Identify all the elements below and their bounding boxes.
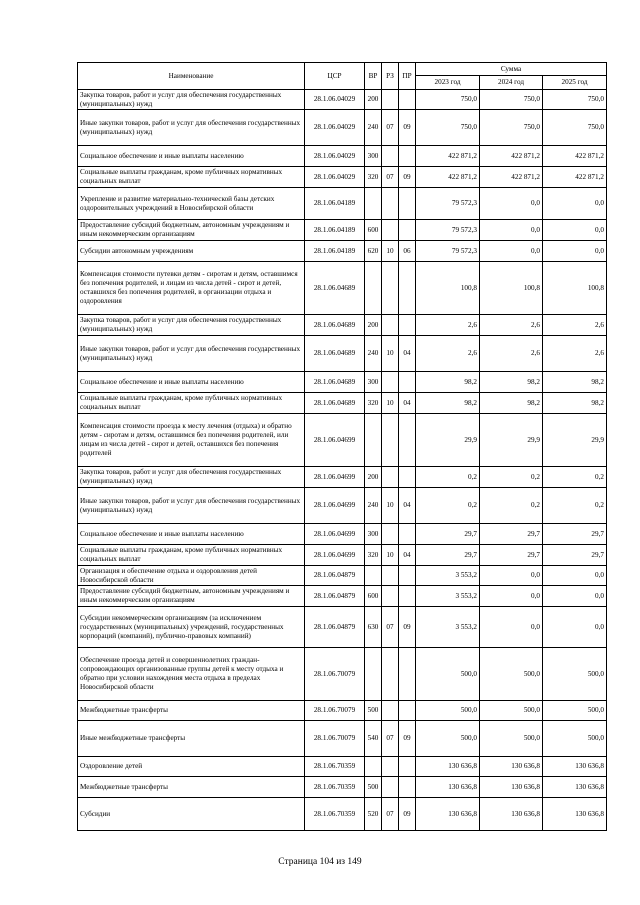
budget-table xyxy=(77,62,607,831)
cell-vr: 240 xyxy=(365,110,382,146)
cell-2025: 750,0 xyxy=(543,90,607,110)
cell-pr xyxy=(399,146,416,167)
table-row xyxy=(78,393,607,414)
table-row xyxy=(78,372,607,393)
cell-rz: 10 xyxy=(382,545,399,566)
cell-name: Компенсация стоимости путевки детям - сиротам и детям, оставшимся без попечения родителей, и лицам из числа детей - сирот и детей, оставшихся без попечения родителей, в организации отдыха и оздоровления xyxy=(78,262,305,315)
cell-name: Иные закупки товаров, работ и услуг для обеспечения государственных (муниципальных) нужд xyxy=(78,110,305,146)
cell-2024: 29,7 xyxy=(480,524,543,545)
cell-vr: 600 xyxy=(365,220,382,241)
cell-2024: 100,8 xyxy=(480,262,543,315)
cell-csr: 28.1.06.70359 xyxy=(305,798,365,831)
cell-rz xyxy=(382,524,399,545)
cell-name: Организация и обеспечение отдыха и оздоровления детей Новосибирской области xyxy=(78,566,305,586)
cell-name: Обеспечение проезда детей и совершеннолетних граждан-сопровождающих организованные группы детей к месту отдыха и обратно при условии нахождения места отдыха в пределах Новосибирской области xyxy=(78,648,305,701)
cell-2025: 2,6 xyxy=(543,315,607,336)
cell-2023: 3 553,2 xyxy=(416,607,480,648)
cell-2024: 0,0 xyxy=(480,241,543,262)
cell-2023: 750,0 xyxy=(416,110,480,146)
cell-2023: 98,2 xyxy=(416,393,480,414)
cell-pr xyxy=(399,262,416,315)
page-number: Страница 104 из 149 xyxy=(278,857,362,867)
cell-2024: 0,0 xyxy=(480,607,543,648)
cell-name: Закупка товаров, работ и услуг для обеспечения государственных (муниципальных) нужд xyxy=(78,467,305,488)
cell-2025: 0,0 xyxy=(543,188,607,220)
cell-rz: 07 xyxy=(382,798,399,831)
cell-name: Социальное обеспечение и иные выплаты населению xyxy=(78,146,305,167)
cell-vr: 300 xyxy=(365,372,382,393)
cell-2024: 0,0 xyxy=(480,188,543,220)
cell-csr: 28.1.06.04689 xyxy=(305,262,365,315)
cell-2024: 0,2 xyxy=(480,488,543,524)
cell-2025: 130 636,8 xyxy=(543,798,607,831)
cell-2025: 100,8 xyxy=(543,262,607,315)
cell-name: Социальные выплаты гражданам, кроме публичных нормативных социальных выплат xyxy=(78,167,305,188)
cell-2023: 0,2 xyxy=(416,467,480,488)
cell-2025: 0,2 xyxy=(543,467,607,488)
cell-pr: 06 xyxy=(399,241,416,262)
cell-csr: 28.1.06.04029 xyxy=(305,167,365,188)
cell-2023: 0,2 xyxy=(416,488,480,524)
cell-pr xyxy=(399,220,416,241)
cell-rz xyxy=(382,586,399,607)
cell-2023: 750,0 xyxy=(416,90,480,110)
cell-rz xyxy=(382,220,399,241)
cell-csr: 28.1.06.04699 xyxy=(305,524,365,545)
header-vr: ВР xyxy=(365,63,382,90)
cell-name: Предоставление субсидий бюджетным, автономным учреждениям и иным некоммерческим организациям xyxy=(78,220,305,241)
cell-rz xyxy=(382,467,399,488)
cell-rz xyxy=(382,188,399,220)
table-row xyxy=(78,220,607,241)
cell-2025: 422 871,2 xyxy=(543,146,607,167)
cell-2024: 0,0 xyxy=(480,566,543,586)
cell-name: Субсидии автономным учреждениям xyxy=(78,241,305,262)
cell-2024: 130 636,8 xyxy=(480,798,543,831)
cell-2024: 2,6 xyxy=(480,336,543,372)
cell-name: Укрепление и развитие материально-технической базы детских оздоровительных учреждений в Новосибирской области xyxy=(78,188,305,220)
cell-rz xyxy=(382,262,399,315)
cell-vr xyxy=(365,262,382,315)
cell-vr: 320 xyxy=(365,167,382,188)
cell-2023: 422 871,2 xyxy=(416,146,480,167)
cell-2025: 130 636,8 xyxy=(543,757,607,777)
cell-vr: 300 xyxy=(365,524,382,545)
cell-2025: 2,6 xyxy=(543,336,607,372)
cell-2024: 500,0 xyxy=(480,648,543,701)
cell-2025: 130 636,8 xyxy=(543,777,607,798)
cell-2024: 750,0 xyxy=(480,90,543,110)
cell-csr: 28.1.06.04699 xyxy=(305,488,365,524)
table-body xyxy=(78,90,607,831)
cell-vr: 300 xyxy=(365,146,382,167)
cell-pr xyxy=(399,315,416,336)
cell-name: Субсидии xyxy=(78,798,305,831)
cell-vr: 500 xyxy=(365,701,382,721)
cell-rz xyxy=(382,777,399,798)
cell-vr xyxy=(365,188,382,220)
cell-name: Субсидии некоммерческим организациям (за исключением государственных (муниципальных) учреждений, государственных корпораций (компаний), публично-правовых компаний) xyxy=(78,607,305,648)
cell-2024: 130 636,8 xyxy=(480,777,543,798)
table-row xyxy=(78,721,607,757)
cell-vr: 620 xyxy=(365,241,382,262)
table-row xyxy=(78,336,607,372)
cell-2023: 79 572,3 xyxy=(416,188,480,220)
cell-2024: 500,0 xyxy=(480,701,543,721)
cell-2024: 422 871,2 xyxy=(480,146,543,167)
cell-rz: 10 xyxy=(382,488,399,524)
cell-2025: 0,0 xyxy=(543,566,607,586)
cell-name: Оздоровление детей xyxy=(78,757,305,777)
table-row xyxy=(78,110,607,146)
table-row xyxy=(78,167,607,188)
cell-rz: 10 xyxy=(382,393,399,414)
cell-rz xyxy=(382,372,399,393)
cell-rz: 10 xyxy=(382,336,399,372)
cell-2024: 750,0 xyxy=(480,110,543,146)
cell-pr: 09 xyxy=(399,607,416,648)
table-row xyxy=(78,607,607,648)
cell-2025: 29,9 xyxy=(543,414,607,467)
cell-2025: 500,0 xyxy=(543,721,607,757)
cell-vr xyxy=(365,414,382,467)
header-year-2023: 2023 год xyxy=(416,76,480,90)
cell-pr: 09 xyxy=(399,110,416,146)
cell-name: Межбюджетные трансферты xyxy=(78,777,305,798)
cell-2023: 29,7 xyxy=(416,545,480,566)
cell-pr: 04 xyxy=(399,488,416,524)
cell-2025: 29,7 xyxy=(543,524,607,545)
table-row xyxy=(78,262,607,315)
cell-rz xyxy=(382,90,399,110)
cell-2025: 98,2 xyxy=(543,393,607,414)
cell-2023: 2,6 xyxy=(416,336,480,372)
cell-2024: 0,0 xyxy=(480,586,543,607)
header-csr: ЦСР xyxy=(305,63,365,90)
cell-vr: 600 xyxy=(365,586,382,607)
cell-rz xyxy=(382,414,399,467)
cell-name: Иные закупки товаров, работ и услуг для обеспечения государственных (муниципальных) нужд xyxy=(78,488,305,524)
cell-csr: 28.1.06.04699 xyxy=(305,414,365,467)
cell-pr: 09 xyxy=(399,167,416,188)
cell-2023: 29,7 xyxy=(416,524,480,545)
cell-pr xyxy=(399,524,416,545)
cell-rz xyxy=(382,701,399,721)
cell-2023: 500,0 xyxy=(416,721,480,757)
cell-vr: 200 xyxy=(365,315,382,336)
cell-csr: 28.1.06.04189 xyxy=(305,220,365,241)
cell-2024: 0,0 xyxy=(480,220,543,241)
cell-csr: 28.1.06.70359 xyxy=(305,777,365,798)
cell-name: Социальные выплаты гражданам, кроме публичных нормативных социальных выплат xyxy=(78,393,305,414)
table-row xyxy=(78,777,607,798)
cell-rz xyxy=(382,146,399,167)
table-row xyxy=(78,701,607,721)
cell-pr xyxy=(399,586,416,607)
cell-csr: 28.1.06.04029 xyxy=(305,90,365,110)
cell-csr: 28.1.06.04879 xyxy=(305,607,365,648)
cell-name: Предоставление субсидий бюджетным, автономным учреждениям и иным некоммерческим организациям xyxy=(78,586,305,607)
cell-rz: 10 xyxy=(382,241,399,262)
cell-rz: 07 xyxy=(382,167,399,188)
cell-rz xyxy=(382,757,399,777)
table-row xyxy=(78,241,607,262)
table-row xyxy=(78,757,607,777)
cell-pr: 09 xyxy=(399,721,416,757)
cell-csr: 28.1.06.04189 xyxy=(305,241,365,262)
cell-csr: 28.1.06.70079 xyxy=(305,701,365,721)
table-row xyxy=(78,467,607,488)
cell-2025: 500,0 xyxy=(543,648,607,701)
cell-2023: 3 553,2 xyxy=(416,586,480,607)
table-row xyxy=(78,315,607,336)
cell-csr: 28.1.06.04689 xyxy=(305,315,365,336)
cell-vr: 240 xyxy=(365,488,382,524)
cell-2025: 0,2 xyxy=(543,488,607,524)
cell-vr: 200 xyxy=(365,467,382,488)
cell-rz: 07 xyxy=(382,607,399,648)
header-year-2024: 2024 год xyxy=(480,76,543,90)
cell-2023: 29,9 xyxy=(416,414,480,467)
cell-2025: 500,0 xyxy=(543,701,607,721)
cell-pr: 04 xyxy=(399,545,416,566)
cell-2025: 29,7 xyxy=(543,545,607,566)
cell-name: Межбюджетные трансферты xyxy=(78,701,305,721)
header-year-2025: 2025 год xyxy=(543,76,607,90)
cell-pr xyxy=(399,648,416,701)
cell-pr xyxy=(399,701,416,721)
cell-rz xyxy=(382,648,399,701)
cell-2025: 422 871,2 xyxy=(543,167,607,188)
table-row xyxy=(78,90,607,110)
table-header xyxy=(78,63,607,90)
cell-name: Социальное обеспечение и иные выплаты населению xyxy=(78,372,305,393)
cell-rz xyxy=(382,315,399,336)
cell-2023: 500,0 xyxy=(416,701,480,721)
cell-csr: 28.1.06.04699 xyxy=(305,467,365,488)
cell-name: Социальное обеспечение и иные выплаты населению xyxy=(78,524,305,545)
cell-vr xyxy=(365,566,382,586)
table-row xyxy=(78,488,607,524)
cell-rz: 07 xyxy=(382,110,399,146)
cell-csr: 28.1.06.04879 xyxy=(305,566,365,586)
cell-pr xyxy=(399,777,416,798)
cell-rz: 07 xyxy=(382,721,399,757)
cell-vr: 630 xyxy=(365,607,382,648)
cell-vr: 320 xyxy=(365,545,382,566)
cell-2025: 0,0 xyxy=(543,586,607,607)
cell-csr: 28.1.06.04029 xyxy=(305,110,365,146)
cell-2025: 0,0 xyxy=(543,607,607,648)
cell-vr: 540 xyxy=(365,721,382,757)
cell-2024: 130 636,8 xyxy=(480,757,543,777)
cell-csr: 28.1.06.04699 xyxy=(305,545,365,566)
header-rz: РЗ xyxy=(382,63,399,90)
table-row xyxy=(78,414,607,467)
cell-2024: 500,0 xyxy=(480,721,543,757)
cell-csr: 28.1.06.70079 xyxy=(305,648,365,701)
cell-csr: 28.1.06.04879 xyxy=(305,586,365,607)
cell-2024: 98,2 xyxy=(480,393,543,414)
cell-vr: 320 xyxy=(365,393,382,414)
cell-2023: 130 636,8 xyxy=(416,777,480,798)
table-row xyxy=(78,146,607,167)
cell-vr: 200 xyxy=(365,90,382,110)
cell-pr: 04 xyxy=(399,336,416,372)
cell-rz xyxy=(382,566,399,586)
cell-csr: 28.1.06.04689 xyxy=(305,372,365,393)
cell-pr xyxy=(399,414,416,467)
cell-vr xyxy=(365,757,382,777)
cell-2024: 29,7 xyxy=(480,545,543,566)
cell-2023: 500,0 xyxy=(416,648,480,701)
cell-2023: 422 871,2 xyxy=(416,167,480,188)
cell-vr: 520 xyxy=(365,798,382,831)
cell-vr: 500 xyxy=(365,777,382,798)
cell-csr: 28.1.06.70079 xyxy=(305,721,365,757)
cell-name: Компенсация стоимости проезда к месту лечения (отдыха) и обратно детям - сиротам и детям, оставшимся без попечения родителей, или лицам из числа детей - сирот и детей, оставшихся без попечения родителей xyxy=(78,414,305,467)
cell-name: Социальные выплаты гражданам, кроме публичных нормативных социальных выплат xyxy=(78,545,305,566)
cell-2023: 100,8 xyxy=(416,262,480,315)
header-sum: Сумма xyxy=(416,63,607,76)
cell-pr xyxy=(399,566,416,586)
cell-2024: 422 871,2 xyxy=(480,167,543,188)
cell-2023: 79 572,3 xyxy=(416,241,480,262)
cell-2024: 2,6 xyxy=(480,315,543,336)
cell-2025: 0,0 xyxy=(543,220,607,241)
cell-pr xyxy=(399,372,416,393)
table-row xyxy=(78,545,607,566)
cell-pr xyxy=(399,757,416,777)
cell-csr: 28.1.06.04029 xyxy=(305,146,365,167)
cell-2024: 0,2 xyxy=(480,467,543,488)
cell-csr: 28.1.06.04689 xyxy=(305,393,365,414)
cell-pr xyxy=(399,188,416,220)
cell-2025: 98,2 xyxy=(543,372,607,393)
cell-pr xyxy=(399,467,416,488)
table-row xyxy=(78,524,607,545)
cell-csr: 28.1.06.04189 xyxy=(305,188,365,220)
cell-vr: 240 xyxy=(365,336,382,372)
cell-2023: 130 636,8 xyxy=(416,757,480,777)
cell-2024: 29,9 xyxy=(480,414,543,467)
cell-pr xyxy=(399,90,416,110)
cell-2025: 750,0 xyxy=(543,110,607,146)
cell-vr xyxy=(365,648,382,701)
table-row xyxy=(78,566,607,586)
cell-2023: 98,2 xyxy=(416,372,480,393)
cell-2023: 3 553,2 xyxy=(416,566,480,586)
cell-name: Закупка товаров, работ и услуг для обеспечения государственных (муниципальных) нужд xyxy=(78,315,305,336)
cell-2023: 79 572,3 xyxy=(416,220,480,241)
table-row xyxy=(78,586,607,607)
header-pr: ПР xyxy=(399,63,416,90)
table-row xyxy=(78,188,607,220)
cell-name: Иные закупки товаров, работ и услуг для обеспечения государственных (муниципальных) нужд xyxy=(78,336,305,372)
table-row xyxy=(78,798,607,831)
cell-pr: 09 xyxy=(399,798,416,831)
header-name: Наименование xyxy=(78,63,305,90)
table-row xyxy=(78,648,607,701)
cell-csr: 28.1.06.04689 xyxy=(305,336,365,372)
cell-pr: 04 xyxy=(399,393,416,414)
cell-2025: 0,0 xyxy=(543,241,607,262)
cell-2023: 2,6 xyxy=(416,315,480,336)
cell-2023: 130 636,8 xyxy=(416,798,480,831)
cell-csr: 28.1.06.70359 xyxy=(305,757,365,777)
cell-name: Иные межбюджетные трансферты xyxy=(78,721,305,757)
cell-name: Закупка товаров, работ и услуг для обеспечения государственных (муниципальных) нужд xyxy=(78,90,305,110)
cell-2024: 98,2 xyxy=(480,372,543,393)
